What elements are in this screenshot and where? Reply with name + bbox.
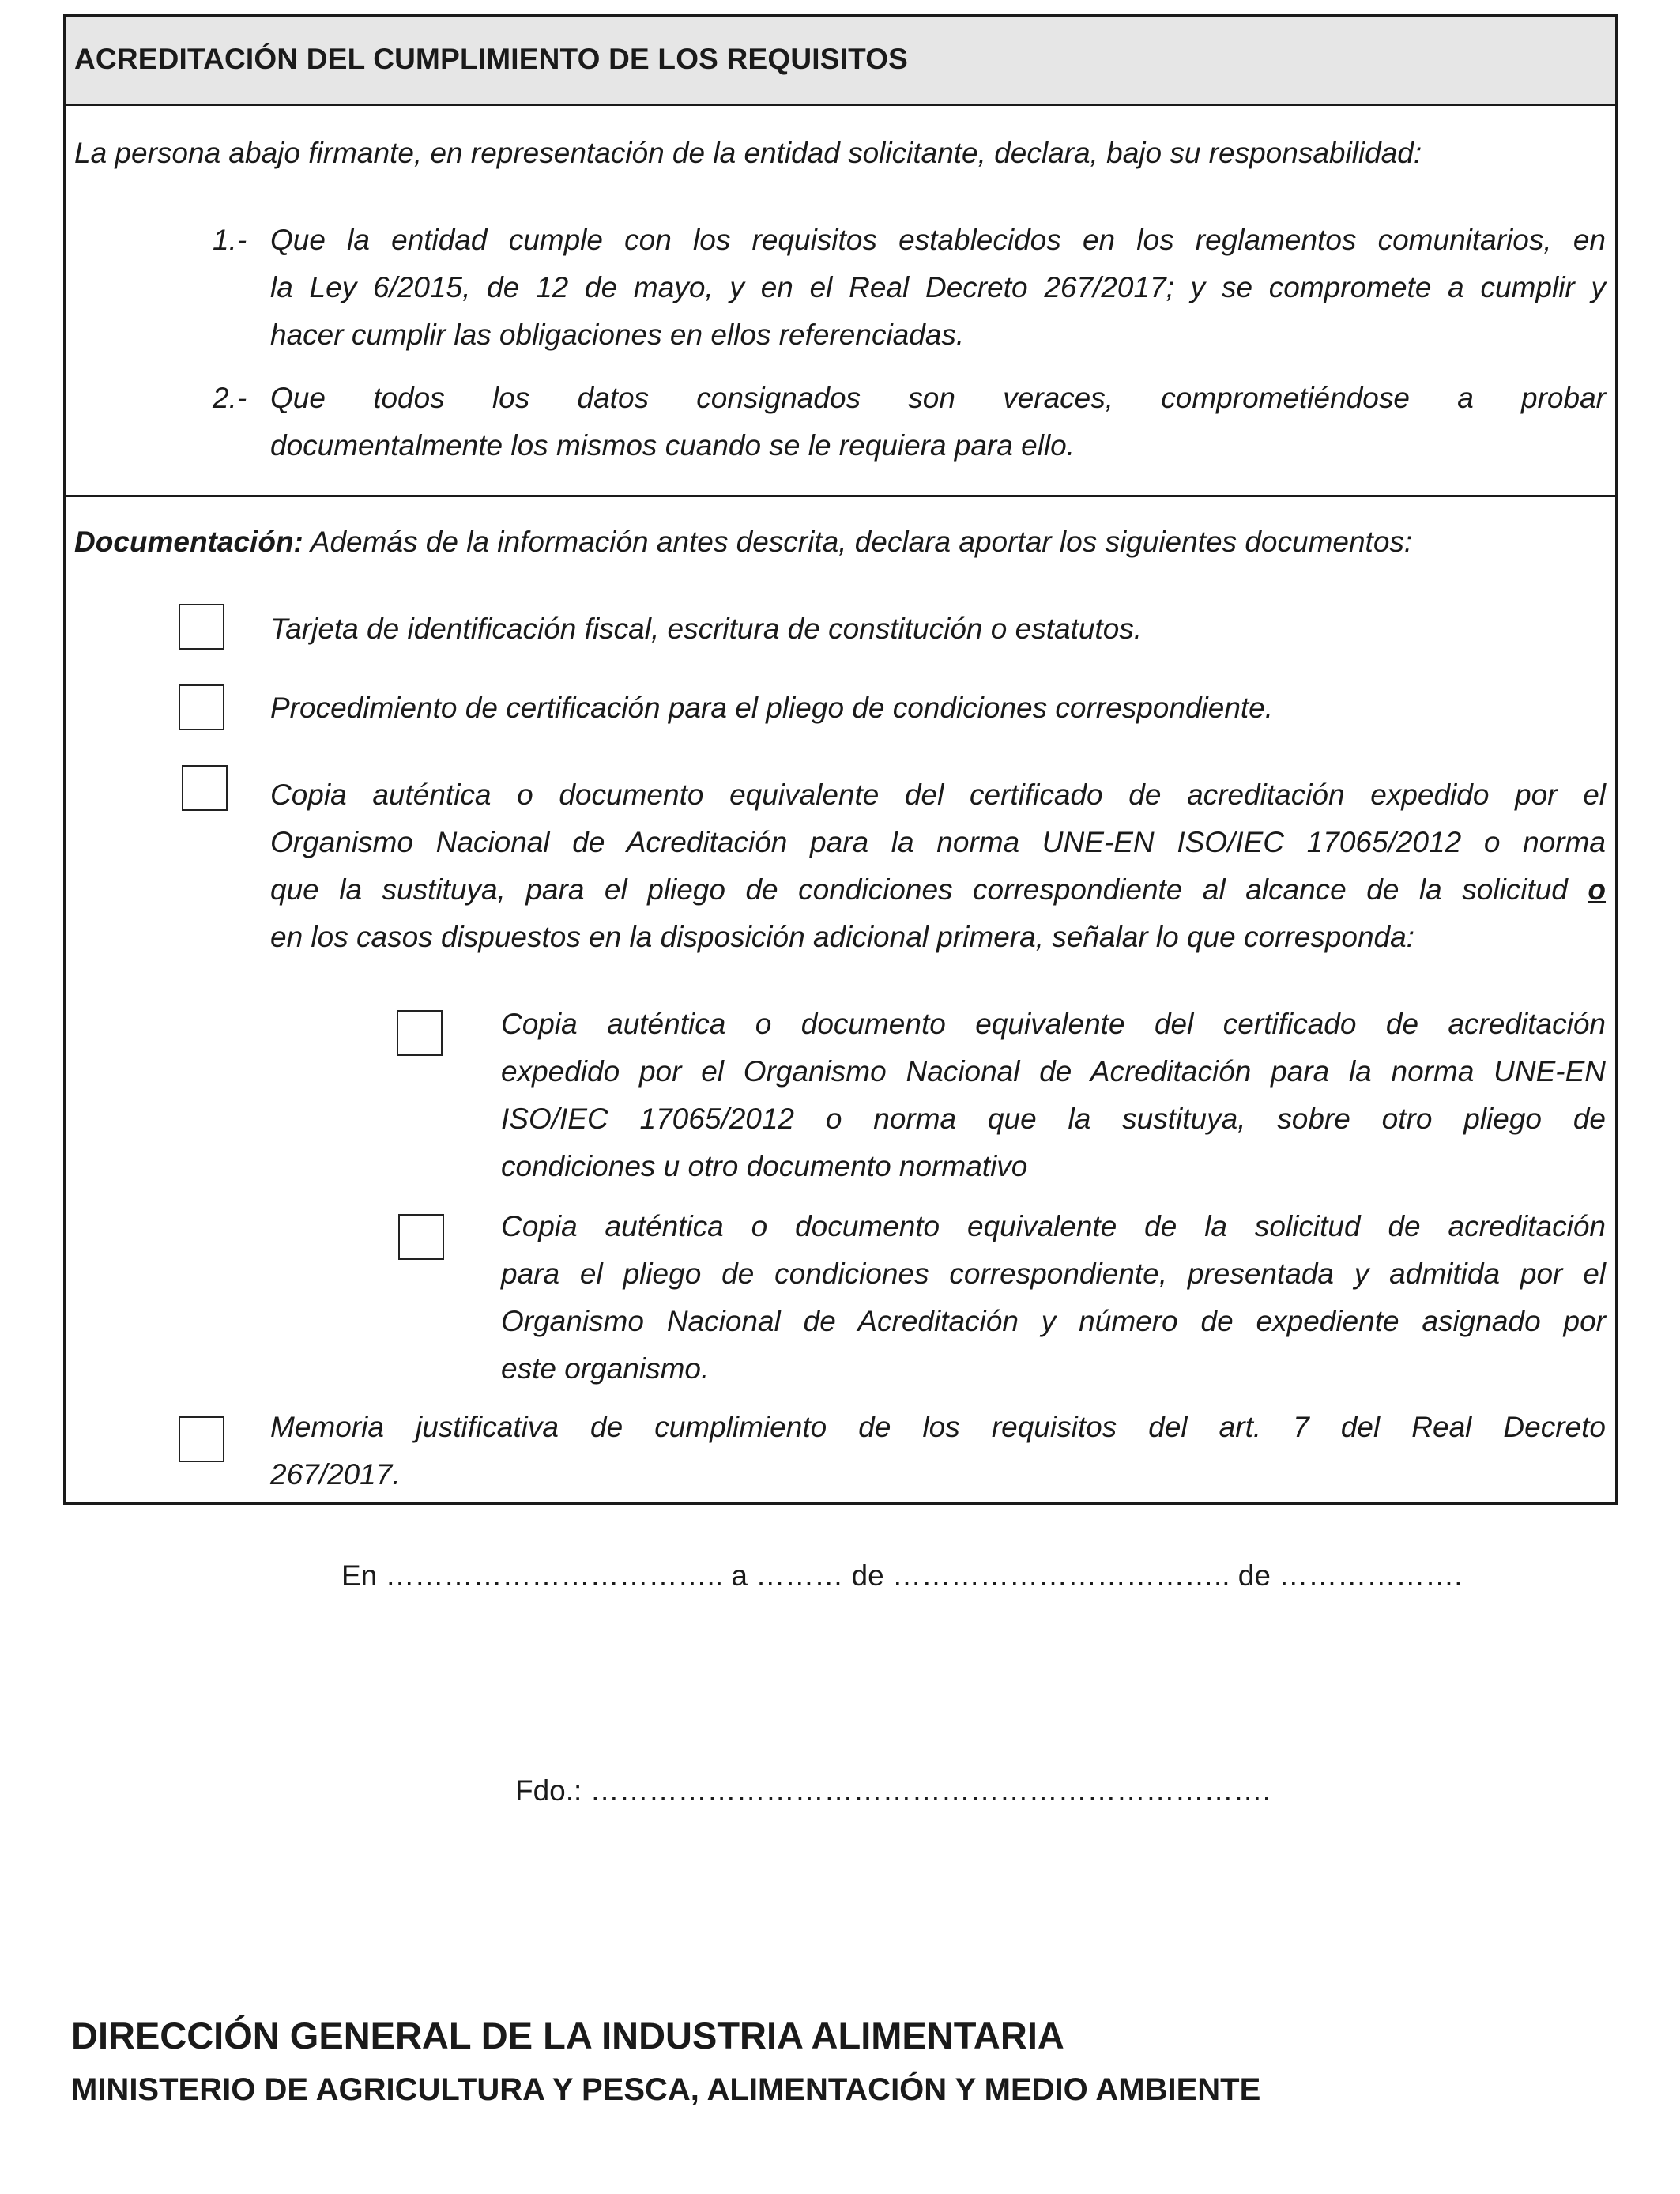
declaration-item-2-number: 2.- xyxy=(213,382,247,414)
doc-subitem-2-line-3: Organismo Nacional de Acreditación y número de expediente asignado por xyxy=(501,1305,1606,1337)
doc-subitem-1-line-4: condiciones u otro documento normativo xyxy=(501,1150,1028,1182)
doc-item-justification-line-1: Memoria justificativa de cumplimiento de los requisitos del art. 7 del Real Decreto xyxy=(270,1411,1606,1443)
doc-subitem-1-line-2: expedido por el Organismo Nacional de Acreditación para la norma UNE-EN xyxy=(501,1055,1606,1088)
section-divider xyxy=(66,495,1615,497)
form-title: ACREDITACIÓN DEL CUMPLIMIENTO DE LOS REQUISITOS xyxy=(74,43,909,75)
doc-item-accreditation-line-3-text: que la sustituya, para el pliego de condiciones correspondiente al alcance de la solicitud xyxy=(270,873,1568,906)
doc-item-justification-line-2: 267/2017. xyxy=(270,1458,401,1491)
doc-subitem-1-line-1: Copia auténtica o documento equivalente del certificado de acreditación xyxy=(501,1008,1606,1040)
doc-item-accreditation-line-3 xyxy=(270,866,1606,914)
declaration-item-1-line-3: hacer cumplir las obligaciones en ellos referenciadas. xyxy=(270,319,965,351)
doc-item-accreditation-line-2: Organismo Nacional de Acreditación para la norma UNE-EN ISO/IEC 17065/2012 o norma xyxy=(270,826,1606,858)
footer-ministry: MINISTERIO DE AGRICULTURA Y PESCA, ALIMENTACIÓN Y MEDIO AMBIENTE xyxy=(71,2072,1261,2107)
underlined-or: o xyxy=(1588,873,1607,906)
documentation-intro-text: Además de la información antes descrita, declara aportar los siguientes documentos: xyxy=(303,526,1413,558)
declaration-item-1-line-2: la Ley 6/2015, de 12 de mayo, y en el Real Decreto 267/2017; y se compromete a cumplir y xyxy=(270,271,1606,303)
declaration-item-1-line-1: Que la entidad cumple con los requisitos establecidos en los reglamentos comunitarios, en xyxy=(270,224,1606,256)
doc-item-accreditation-line-1: Copia auténtica o documento equivalente del certificado de acreditación expedido por el xyxy=(270,778,1606,811)
doc-checkbox-accreditation-copy[interactable] xyxy=(182,765,228,811)
doc-subitem-1-line-3: ISO/IEC 17065/2012 o norma que la sustituya, sobre otro pliego de xyxy=(501,1103,1606,1135)
signature-line: Fdo.: ……………………………………………………………. xyxy=(515,1774,1271,1807)
doc-subcheckbox-accreditation-request[interactable] xyxy=(398,1214,444,1260)
footer-directorate: DIRECCIÓN GENERAL DE LA INDUSTRIA ALIMENTARIA xyxy=(71,2015,1064,2056)
doc-checkbox-certification-procedure[interactable] xyxy=(179,684,224,730)
declaration-item-1-number: 1.- xyxy=(213,224,247,256)
doc-checkbox-justification-report[interactable] xyxy=(179,1416,224,1462)
declaration-item-2-line-1: Que todos los datos consignados son veraces, comprometiéndose a probar xyxy=(270,382,1606,414)
doc-item-tax-id: Tarjeta de identificación fiscal, escritura de constitución o estatutos. xyxy=(270,613,1143,645)
doc-checkbox-tax-id[interactable] xyxy=(179,604,224,650)
doc-subcheckbox-other-accreditation[interactable] xyxy=(397,1010,443,1056)
requirements-form xyxy=(63,14,1618,1505)
doc-item-accreditation-line-4: en los casos dispuestos en la disposición adicional primera, señalar lo que corresponda: xyxy=(270,921,1414,953)
doc-subitem-2-line-2: para el pliego de condiciones correspondiente, presentada y admitida por el xyxy=(501,1257,1606,1290)
doc-item-certification-procedure: Procedimiento de certificación para el pliego de condiciones correspondiente. xyxy=(270,692,1274,724)
declaration-intro: La persona abajo firmante, en representación de la entidad solicitante, declara, bajo su responsabilidad: xyxy=(74,137,1422,169)
documentation-intro xyxy=(74,518,1607,566)
doc-subitem-2-line-4: este organismo. xyxy=(501,1352,710,1385)
declaration-item-2-line-2: documentalmente los mismos cuando se le requiera para ello. xyxy=(270,429,1075,462)
form-header xyxy=(66,17,1615,106)
documentation-label: Documentación: xyxy=(74,526,303,558)
place-date-line: En …………………………….. a ……… de …………………………….. de ………………. xyxy=(341,1559,1463,1592)
doc-subitem-2-line-1: Copia auténtica o documento equivalente de la solicitud de acreditación xyxy=(501,1210,1606,1242)
